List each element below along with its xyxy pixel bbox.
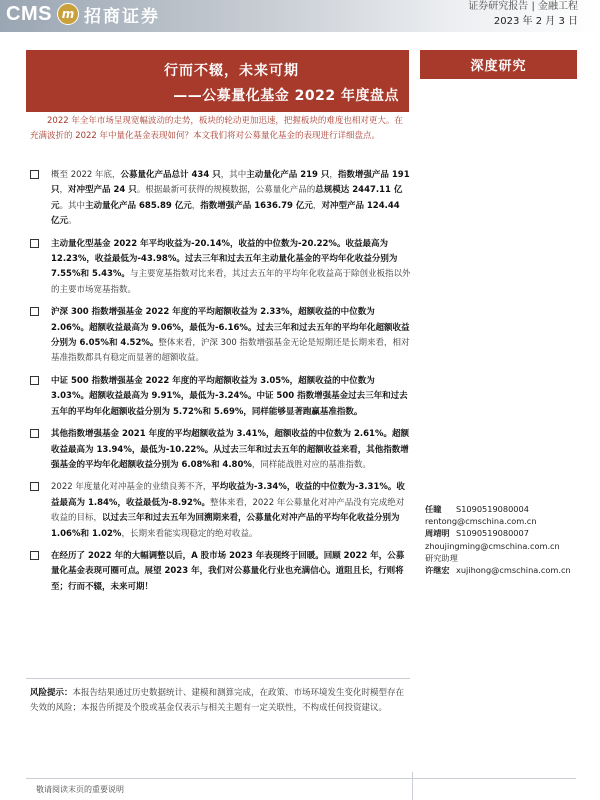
- logo-cms-text: CMS: [6, 2, 52, 25]
- author-row: [425, 503, 595, 515]
- bullet-text: 。其中: [59, 200, 86, 211]
- report-category-badge: 深度研究: [420, 50, 577, 79]
- bullet-text-bold: 在经历了 2022 年的大幅调整以后，A 股市场 2023 年表现终于回暖。回顾 2022 年，公募量化基金表现可圈可点。展望 2023 年，我们对公募量化行业也充满信心。道阻且长，行则将至；行而不辍，未来可期！: [51, 550, 405, 592]
- bullet-text-bold: 公募量化产品总计 434 只: [120, 170, 221, 180]
- assistant-name: 许继宏: [425, 565, 450, 576]
- bullet-text-bold: 总规模达 2447.11 亿元: [51, 185, 403, 211]
- footer-divider: [26, 778, 576, 779]
- checkbox-square-icon: [30, 170, 39, 179]
- assistant-row: [425, 564, 595, 576]
- checkbox-square-icon: [30, 551, 39, 560]
- summary-bullet: [30, 237, 411, 299]
- report-title: 行而不辍，未来可期: [164, 63, 299, 79]
- bullet-text: ，同样能战胜对应的基准指数。: [251, 459, 371, 470]
- bullet-text: 概至 2022 年底，: [51, 170, 121, 180]
- company-logo: [6, 0, 160, 28]
- bullet-text: ，其中: [220, 170, 247, 180]
- bullet-text-bold: 其他指数增强基金 2021 年度的平均超额收益为 3.41%，超额收益的中位数为 2.61%。超额收益最高为 13.94%，最低为-10.22%。从过去三年和过去五年的超额收益来看，其他指数增强基金的平均年化超额收益分别为 6.08%和 4.80%: [51, 429, 409, 470]
- author-email[interactable]: zhoujingming@cmschina.com.cn: [425, 540, 560, 551]
- author-email[interactable]: rentong@cmschina.com.cn: [425, 516, 537, 527]
- author-name: 周靖明: [425, 528, 450, 539]
- assistant-label: 研究助理: [425, 552, 458, 563]
- checkbox-square-icon: [30, 239, 39, 248]
- title-box: [26, 50, 409, 112]
- bullet-text-bold: 以过去三年和过去五年为回溯期来看，公募量化对冲产品的平均年化收益分别为 1.06%和 1.02%: [51, 513, 400, 539]
- risk-warning: [30, 686, 410, 716]
- summary-bullet: [30, 427, 411, 473]
- bullet-text: ，: [191, 200, 201, 211]
- bullet-text-bold: 对冲型产品 124.44 亿元: [51, 200, 400, 227]
- intro-paragraph: 2022 年全年市场呈现宽幅波动的走势，板块的轮动更加迅速，把握板块的难度也相对更大。在充满波折的 2022 年中量化基金表现如何？本文我们将对公募量化基金的表现进行详细盘点。: [30, 116, 403, 141]
- risk-text: 本报告结果通过历史数据统计、建模和测算完成，在政策、市场环境发生变化时模型存在失效的风险；本报告所提及个股或基金仅表示与相关主题有一定关联性，不构成任何投资建议。: [30, 688, 405, 713]
- footer-separator: [412, 772, 413, 800]
- report-date: 2023 年 2 月 3 日: [493, 16, 578, 27]
- bullet-text-bold: 主动量化型基金 2022 年平均收益为-20.14%，收益的中位数为-20.22%。收益最高为 12.23%，收益最低为-43.98%。过去三年和过去五年主动量化基金的平均年化收益分别为 7.55%和 5.43%。: [51, 238, 398, 280]
- author-row: [425, 527, 595, 539]
- summary-bullet: [30, 374, 411, 420]
- logo-cn-text: 招商证券: [83, 6, 160, 27]
- risk-label: 风险提示：: [30, 688, 73, 698]
- summary-bullet-list: [30, 168, 411, 602]
- bullet-text: 与主要宽基指数对比来看，其过去五年的平均年化收益高于除创业板指以外的主要市场宽基指数。: [51, 269, 411, 295]
- author-name: 任瞳: [425, 504, 442, 514]
- report-type: 证券研究报告 | 金融工程: [468, 1, 578, 12]
- checkbox-square-icon: [30, 429, 39, 438]
- report-subtitle: ——公募量化基金 2022 年度盘点: [173, 88, 399, 104]
- bullet-text-bold: 沪深 300 指数增强基金 2022 年度的平均超额收益为 2.33%，超额收益的中位数为 2.06%。超额收益最高为 9.06%，最低为-6.16%。过去三年和过去五年的平均年化超额收益分别为 6.05%和 4.52%。: [51, 307, 410, 349]
- summary-bullet: [30, 480, 411, 542]
- bullet-text-bold: 主动量化产品 685.89 亿元: [85, 200, 192, 211]
- checkbox-square-icon: [30, 482, 39, 491]
- author-id: S1090519080004: [456, 504, 529, 514]
- summary-bullet: [30, 549, 411, 595]
- logo-badge-icon: m: [57, 3, 79, 25]
- author-panel: [425, 503, 595, 576]
- bullet-text-bold: 指数增强产品 1636.79 亿元: [200, 200, 313, 211]
- assistant-email[interactable]: xujihong@cmschina.com.cn: [456, 565, 571, 576]
- bullet-text: ，: [312, 200, 322, 211]
- bullet-text-bold: 平均收益为-3.34%，收益的中位数为-3.31%。收益最高为 1.84%，收益最低为-8.92%。: [51, 482, 405, 508]
- checkbox-square-icon: [30, 307, 39, 316]
- author-id: S1090519080007: [456, 528, 529, 539]
- bullet-text-bold: 中证 500 指数增强基金 2022 年度的平均超额收益为 3.05%，超额收益的中位数为 3.03%。超额收益最高为 9.91%，最低为-3.24%。中证 500 指数增强基金过去三年和过去五年的平均年化超额收益分别为 5.72%和 5.69%，同样能够显著跑赢基准指数。: [51, 375, 408, 417]
- bullet-text: ，: [329, 170, 338, 180]
- bullet-text-bold: 对冲型产品 24 只: [68, 185, 137, 196]
- bullet-text: 整体来看，2022 年公募量化对冲产品没有完成绝对收益的目标，: [51, 497, 405, 524]
- checkbox-square-icon: [30, 376, 39, 385]
- risk-divider: [26, 678, 410, 679]
- summary-bullet: [30, 168, 411, 230]
- bullet-text: ，长期来看能实现稳定的绝对收益。: [121, 528, 258, 539]
- bullet-text-bold: 指数增强产品 191 只: [51, 170, 410, 196]
- bullet-text: ，: [59, 185, 69, 196]
- summary-bullet: [30, 305, 411, 367]
- bullet-text: 2022 年度量化对冲基金的业绩良莠不齐，: [51, 482, 212, 493]
- bullet-text-bold: 主动量化产品 219 只: [246, 170, 330, 180]
- footer-note: 敬请阅读末页的重要说明: [36, 785, 124, 794]
- bullet-text: 整体来看，沪深 300 指数增强基金无论是短期还是长期来看，相对基准指数都具有稳定而显著的超额收益。: [51, 338, 410, 364]
- bullet-text: 。根据最新可获得的规模数据，公募量化产品的: [136, 185, 316, 196]
- bullet-text: 。: [68, 216, 77, 227]
